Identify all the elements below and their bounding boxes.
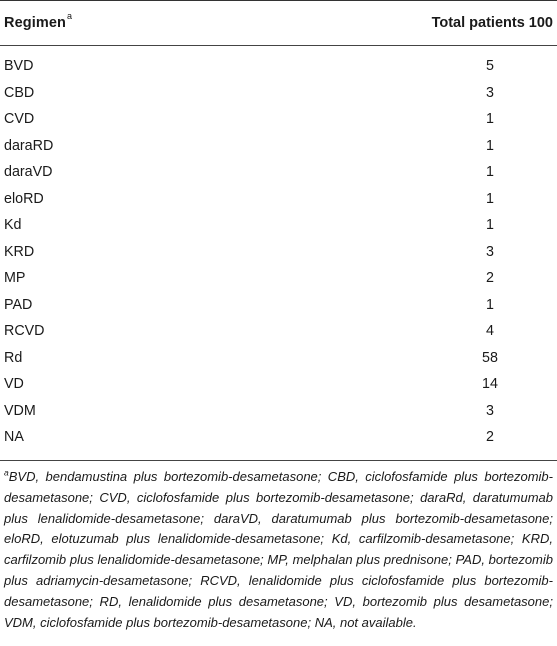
- total-cell: 2: [486, 270, 494, 286]
- header-rule: [0, 45, 557, 46]
- regimen-cell: NA: [4, 429, 24, 445]
- table-body: [0, 58, 557, 456]
- regimen-cell: KRD: [4, 243, 35, 260]
- header-regimen: [4, 11, 73, 31]
- total-cell: 1: [486, 137, 494, 154]
- total-cell: 2: [486, 429, 494, 445]
- regimen-cell: VDM: [4, 402, 36, 419]
- regimen-cell: eloRD: [4, 190, 44, 207]
- table-row: [0, 429, 557, 456]
- table-row: [0, 85, 557, 112]
- regimen-cell: daraRD: [4, 137, 54, 154]
- regimen-cell: Rd: [4, 349, 23, 366]
- regimen-cell: PAD: [4, 296, 33, 313]
- total-cell: 5: [486, 58, 494, 74]
- regimen-cell: BVD: [4, 58, 34, 74]
- regimen-cell: daraVD: [4, 164, 53, 180]
- total-cell: 3: [486, 84, 494, 101]
- table-row: [0, 58, 557, 85]
- table-header-row: [0, 11, 557, 39]
- table-row: [0, 191, 557, 218]
- table-row: [0, 217, 557, 244]
- table-row: [0, 350, 557, 377]
- header-total-patients: Total patients 100: [431, 15, 553, 31]
- footnote-marker: a: [4, 467, 9, 478]
- total-cell: 1: [486, 296, 494, 313]
- table-row: [0, 111, 557, 138]
- table-row: [0, 297, 557, 324]
- table-row: [0, 138, 557, 165]
- table-row: [0, 244, 557, 271]
- total-cell: 3: [486, 402, 494, 419]
- total-cell: 1: [486, 111, 494, 127]
- total-cell: 3: [486, 243, 494, 260]
- regimen-cell: CBD: [4, 84, 35, 101]
- table-bottom-rule: [0, 460, 557, 461]
- regimen-cell: VD: [4, 376, 24, 392]
- table-row: [0, 403, 557, 430]
- regimen-cell: Kd: [4, 217, 22, 233]
- total-cell: 1: [486, 164, 494, 180]
- regimen-cell: CVD: [4, 111, 35, 127]
- header-footnote-marker: a: [66, 11, 73, 22]
- total-cell: 1: [486, 190, 494, 207]
- total-cell: 14: [482, 376, 498, 392]
- table-row: [0, 270, 557, 297]
- total-cell: 58: [482, 349, 498, 366]
- table-footnote: [4, 467, 553, 633]
- regimen-cell: RCVD: [4, 323, 45, 339]
- regimen-cell: MP: [4, 270, 26, 286]
- table-row: [0, 323, 557, 350]
- table-row: [0, 376, 557, 403]
- table-row: [0, 164, 557, 191]
- total-cell: 4: [486, 323, 494, 339]
- table-top-rule: [0, 0, 557, 1]
- total-cell: 1: [486, 217, 494, 233]
- header-regimen-label: Regimen: [4, 15, 66, 31]
- footnote-text: BVD, bendamustina plus bortezomib-desametasone; CBD, ciclofosfamide plus bortezomib-desametasone; CVD, ciclofosfamide plus bortezomib-desametasone; daraRd, daratumumab plus lenalidomide-desametasone; daraVD, daratumumab plus bortezomib-desametasone; eloRD, elotuzumab plus lenalidomide-desametasone; Kd, carfilzomib-desametasone; KRD, carfilzomib plus lenalidomide-desametasone; MP, melphalan plus prednisone; PAD, bortezomib plus adriamycin-desametasone; RCVD, lenalidomide plus ciclofosfamide plus bortezomib-desametasone; RD, lenalidomide plus desametasone; VD, bortezomib plus desametasone; VDM, ciclofosfamide plus bortezomib-desametasone; NA, not available.: [4, 469, 553, 630]
